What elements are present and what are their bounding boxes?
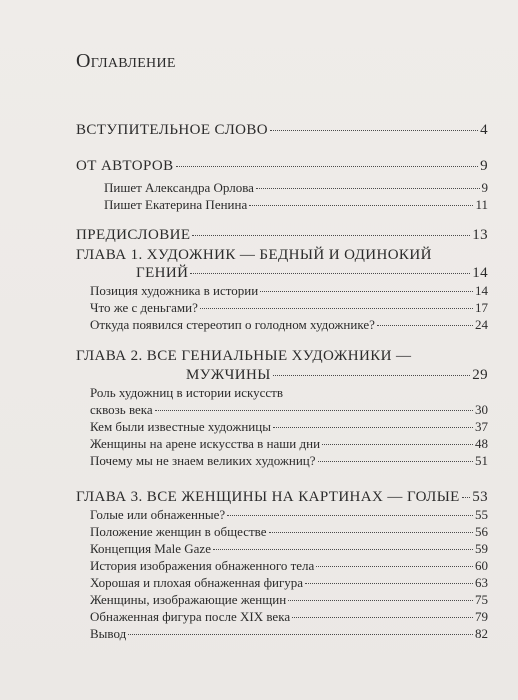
toc-chapter1-line1[interactable]: ГЛАВА 1. ХУДОЖНИК — БЕДНЫЙ И ОДИНОКИЙ [76, 247, 432, 263]
toc-entry-label: сквозь века [90, 402, 153, 417]
toc-page-number: 48 [475, 436, 488, 451]
toc-entry-label: Почему мы не знаем великих художниц? [90, 453, 316, 468]
toc-entry-naked-or-nude[interactable] [90, 507, 488, 523]
leader-dots [462, 497, 470, 498]
toc-entry-label: Позиция художника в истории [90, 283, 259, 298]
toc-entry-chapter1[interactable] [136, 265, 488, 282]
leader-dots [288, 600, 473, 601]
leader-dots [227, 515, 473, 516]
toc-entry-why-unknown[interactable] [90, 453, 488, 469]
toc-entry-artist-position[interactable] [90, 283, 488, 299]
toc-page-number: 37 [475, 419, 488, 434]
toc-entry-label: Пишет Александра Орлова [104, 180, 254, 195]
toc-entry-label: МУЖЧИНЫ [186, 367, 271, 383]
leader-dots [270, 130, 478, 131]
leader-dots [192, 235, 470, 236]
toc-page-number: 13 [472, 227, 488, 243]
toc-entry-women-today[interactable] [90, 436, 488, 452]
toc-entry-conclusion[interactable] [90, 626, 488, 642]
leader-dots [377, 325, 473, 326]
leader-dots [155, 410, 473, 411]
toc-page-number: 14 [472, 265, 488, 281]
leader-dots [256, 188, 480, 189]
toc-page-number: 4 [480, 122, 488, 138]
toc-entry-label: Голые или обнаженные? [90, 507, 226, 522]
toc-women-artists-line1[interactable]: Роль художниц в истории искусств [90, 385, 283, 400]
toc-page-number: 17 [475, 300, 488, 315]
toc-page-number: 9 [481, 180, 488, 195]
toc-entry-male-gaze[interactable] [90, 541, 488, 557]
leader-dots [249, 205, 473, 206]
toc-entry-women-society[interactable] [90, 524, 488, 540]
toc-title: Оглавление [76, 50, 176, 72]
toc-page-number: 9 [480, 158, 488, 174]
toc-entry-penina[interactable] [104, 197, 488, 213]
toc-entry-label: ВСТУПИТЕЛЬНОЕ СЛОВО [76, 122, 269, 138]
leader-dots [316, 566, 473, 567]
leader-dots [273, 427, 473, 428]
toc-entry-label: Кем были известные художницы [90, 419, 271, 434]
toc-entry-women-artists-history[interactable] [90, 402, 488, 418]
leader-dots [273, 375, 470, 376]
toc-entry-label: История изображения обнаженного тела [90, 558, 315, 573]
toc-entry-orlova[interactable] [104, 180, 488, 196]
toc-entry-label: Женщины на арене искусства в наши дни [90, 436, 321, 451]
toc-page-number: 59 [475, 541, 488, 556]
leader-dots [128, 634, 473, 635]
toc-entry-from-authors[interactable] [76, 158, 488, 175]
toc-page-number: 82 [475, 626, 488, 641]
toc-entry-label: Откуда появился стереотип о голодном художнике? [90, 317, 375, 332]
toc-entry-label: Вывод [90, 626, 127, 641]
toc-page-number: 60 [475, 558, 488, 573]
leader-dots [260, 291, 473, 292]
toc-entry-label: Положение женщин в обществе [90, 524, 267, 539]
toc-page-number: 14 [475, 283, 488, 298]
toc-entry-hungry-artist[interactable] [90, 317, 488, 333]
toc-entry-famous-women-artists[interactable] [90, 419, 488, 435]
toc-entry-foreword[interactable] [76, 122, 488, 139]
leader-dots [190, 273, 470, 274]
leader-dots [322, 444, 473, 445]
toc-page-number: 11 [475, 197, 488, 212]
toc-entry-label: ГЛАВА 3. ВСЕ ЖЕНЩИНЫ НА КАРТИНАХ — ГОЛЫЕ [76, 489, 460, 505]
leader-dots [305, 583, 473, 584]
leader-dots [318, 461, 473, 462]
toc-entry-nude-history[interactable] [90, 558, 488, 574]
toc-entry-money[interactable] [90, 300, 488, 316]
toc-entry-label: ОТ АВТОРОВ [76, 158, 174, 174]
leader-dots [213, 549, 473, 550]
toc-entry-label: Что же с деньгами? [90, 300, 198, 315]
leader-dots [269, 532, 474, 533]
toc-entry-label: Пишет Екатерина Пенина [104, 197, 248, 212]
toc-entry-label: Женщины, изображающие женщин [90, 592, 287, 607]
toc-entry-nude-after-19c[interactable] [90, 609, 488, 625]
toc-page-number: 79 [475, 609, 488, 624]
toc-entry-label: ГЕНИЙ [136, 265, 189, 281]
toc-entry-chapter2[interactable] [186, 367, 488, 384]
toc-entry-preface[interactable] [76, 227, 488, 244]
toc-chapter2-line1[interactable]: ГЛАВА 2. ВСЕ ГЕНИАЛЬНЫЕ ХУДОЖНИКИ — [76, 348, 412, 364]
toc-page-number: 24 [475, 317, 488, 332]
toc-entry-label: Обнаженная фигура после XIX века [90, 609, 291, 624]
toc-entry-good-bad-nude[interactable] [90, 575, 488, 591]
leader-dots [292, 617, 473, 618]
toc-entry-label: ПРЕДИСЛОВИЕ [76, 227, 191, 243]
toc-entry-women-depicting-women[interactable] [90, 592, 488, 608]
toc-page-number: 63 [475, 575, 488, 590]
toc-page-number: 55 [475, 507, 488, 522]
toc-page-number: 56 [475, 524, 488, 539]
toc-page-number: 29 [472, 367, 488, 383]
toc-page-number: 53 [472, 489, 488, 505]
leader-dots [176, 166, 479, 167]
leader-dots [200, 308, 473, 309]
toc-page-number: 30 [475, 402, 488, 417]
toc-entry-label: Концепция Male Gaze [90, 541, 211, 556]
toc-page-number: 75 [475, 592, 488, 607]
toc-entry-label: Хорошая и плохая обнаженная фигура [90, 575, 304, 590]
toc-page-number: 51 [475, 453, 488, 468]
toc-entry-chapter3[interactable] [76, 489, 488, 506]
